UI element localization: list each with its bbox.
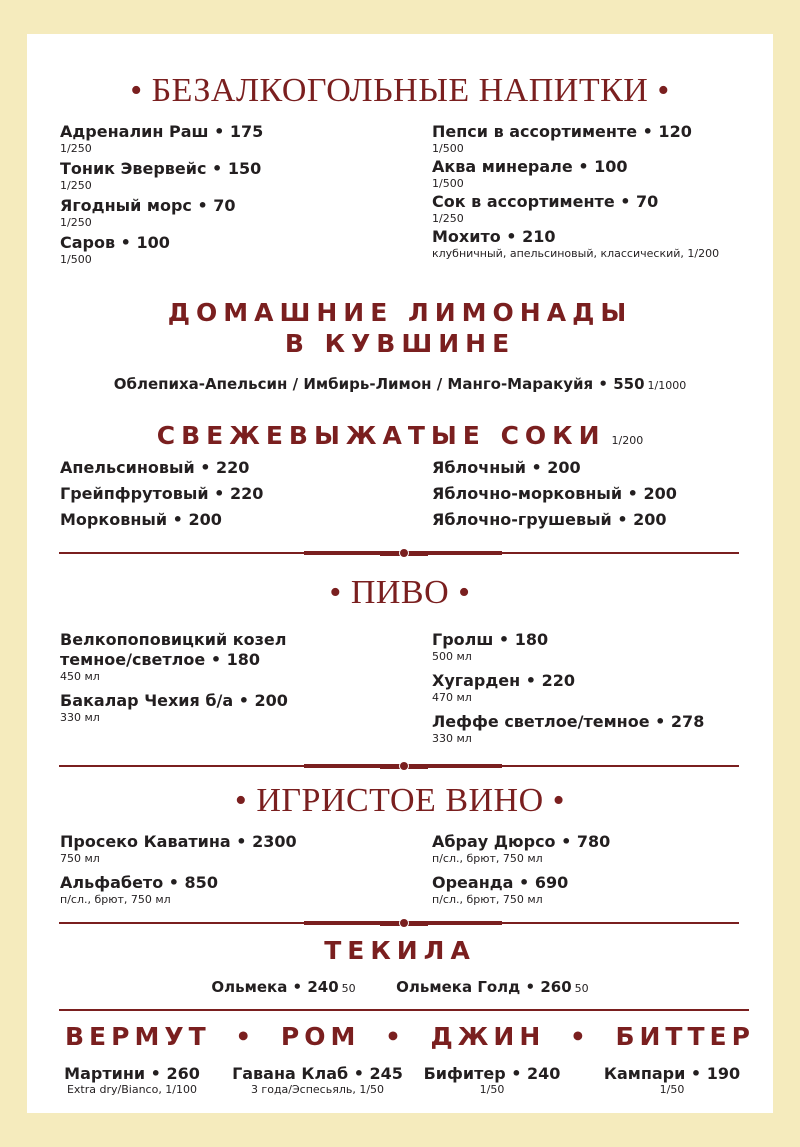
item-name: Яблочно-морковный • 200: [432, 484, 677, 503]
header-bitter: БИТТЕР: [615, 1022, 755, 1051]
item-volume: п/сл., брют, 750 мл: [432, 852, 543, 865]
menu-item: [60, 691, 360, 725]
item-volume: 330 мл: [60, 711, 100, 724]
header-vermouth: ВЕРМУТ: [65, 1022, 211, 1051]
menu-item: [432, 458, 677, 478]
menu-item: [417, 1064, 567, 1097]
juices-left-column: [60, 458, 263, 533]
item-name: Леффе светлое/темное • 278: [432, 712, 705, 731]
item-volume: 50: [574, 982, 589, 995]
menu-item: [60, 510, 263, 530]
menu-item: [432, 873, 610, 907]
item-name: Абрау Дюрсо • 780: [432, 832, 611, 851]
item-volume: 750 мл: [60, 852, 100, 865]
menu-item: [432, 122, 719, 156]
item-name: Морковный • 200: [60, 510, 222, 529]
item-volume: Extra dry/Bianco, 1/100: [66, 1083, 198, 1096]
item-name: Грейпфрутовый • 220: [60, 484, 264, 503]
item-volume: 1/250: [60, 216, 92, 229]
item-name: Пепси в ассортименте • 120: [432, 122, 692, 141]
menu-item: [432, 484, 677, 504]
menu-item: [60, 159, 263, 193]
bullet-separator: •: [235, 1022, 257, 1051]
item-name: Сок в ассортименте • 70: [432, 192, 659, 211]
item-name: Мохито • 210: [432, 227, 556, 246]
menu-item: [432, 157, 719, 191]
section-title-fresh-juices: [27, 420, 773, 451]
menu-item: [432, 712, 704, 746]
menu-item: [60, 122, 263, 156]
beer-right-column: [432, 630, 704, 749]
section-title-tequila: ТЕКИЛА: [324, 936, 476, 965]
ornamental-divider: [59, 921, 739, 924]
item-name: Апельсиновый • 220: [60, 458, 250, 477]
item-name: Просеко Каватина • 2300: [60, 832, 297, 851]
item-volume: 500 мл: [432, 650, 472, 663]
item-volume: 470 мл: [432, 691, 472, 704]
header-gin: ДЖИН: [430, 1022, 546, 1051]
spirits-section: [27, 1022, 773, 1096]
menu-item: [60, 233, 263, 267]
section-title-soft-drinks: • БЕЗАЛКОГОЛЬНЫЕ НАПИТКИ •: [130, 72, 670, 109]
item-name: Ольмека Голд • 260: [396, 978, 572, 996]
menu-item: [60, 458, 263, 478]
menu-item: [60, 484, 263, 504]
section-volume: 1/200: [611, 434, 644, 447]
item-name: Мартини • 260: [64, 1064, 200, 1083]
item-volume: 1/50: [479, 1083, 505, 1096]
item-volume: 3 года/Эспесьяль, 1/50: [250, 1083, 385, 1096]
header-rum: РОМ: [280, 1022, 361, 1051]
menu-item: [57, 1064, 207, 1097]
ornamental-divider: [59, 551, 739, 554]
menu-item: [432, 192, 719, 226]
item-volume: 1/1000: [647, 379, 687, 392]
tequila-items: [27, 978, 773, 996]
item-volume: п/сл., брют, 750 мл: [432, 893, 543, 906]
beer-left-column: [60, 630, 360, 728]
menu-item: [60, 630, 360, 684]
bullet-separator: •: [569, 1022, 591, 1051]
menu-item: [225, 1064, 410, 1097]
item-name: Яблочно-грушевый • 200: [432, 510, 667, 529]
item-name: Облепиха-Апельсин / Имбирь-Лимон / Манго-Маракуйя • 550: [113, 375, 645, 393]
item-volume: 1/250: [60, 142, 92, 155]
item-name: Яблочный • 200: [432, 458, 581, 477]
section-title-beer: • ПИВО •: [329, 574, 471, 611]
sparkling-left-column: [60, 832, 297, 910]
menu-item: [60, 873, 297, 907]
item-volume: 1/50: [659, 1083, 685, 1096]
item-volume: 1/500: [60, 253, 92, 266]
item-name: Бифитер • 240: [423, 1064, 561, 1083]
item-name: Альфабето • 850: [60, 873, 218, 892]
soft-drinks-right-column: [432, 122, 719, 264]
item-name: Гролш • 180: [432, 630, 549, 649]
menu-item: [60, 196, 263, 230]
title-text: СВЕЖЕВЫЖАТЫЕ СОКИ: [156, 421, 606, 450]
item-name: Ольмека • 240: [211, 978, 339, 996]
soft-drinks-left-column: [60, 122, 263, 270]
item-name: Гавана Клаб • 245: [232, 1064, 403, 1083]
spirits-headers: [27, 1022, 773, 1051]
item-name: Бакалар Чехия б/а • 200: [60, 691, 288, 710]
title-line: ДОМАШНИЕ ЛИМОНАДЫ: [167, 298, 633, 327]
section-title-lemonades: [27, 297, 773, 360]
item-name: Хугарден • 220: [432, 671, 575, 690]
title-line: В КУВШИНЕ: [284, 329, 516, 359]
menu-page: [27, 34, 773, 1113]
item-volume: 450 мл: [60, 670, 100, 683]
lemonades-item: [27, 375, 773, 393]
bullet-separator: •: [384, 1022, 406, 1051]
juices-right-column: [432, 458, 677, 533]
section-rule: [59, 1009, 749, 1011]
item-volume: 1/500: [432, 177, 464, 190]
section-title-sparkling-wine: • ИГРИСТОЕ ВИНО •: [234, 782, 566, 819]
menu-item: [432, 227, 719, 261]
ornamental-divider: [59, 764, 739, 767]
item-name: Ягодный морс • 70: [60, 196, 236, 215]
menu-item: [432, 630, 704, 664]
menu-item: [432, 510, 677, 530]
item-volume: 50: [341, 982, 356, 995]
item-name: Саров • 100: [60, 233, 170, 252]
menu-item: [432, 832, 610, 866]
menu-item: [597, 1064, 747, 1097]
item-volume: 1/500: [432, 142, 464, 155]
item-name: Велкопоповицкий козел темное/светлое • 180: [60, 630, 287, 669]
sparkling-right-column: [432, 832, 610, 910]
menu-item: [432, 671, 704, 705]
item-volume: 1/250: [432, 212, 464, 225]
menu-item: [60, 832, 297, 866]
item-volume: 1/250: [60, 179, 92, 192]
item-volume: 330 мл: [432, 732, 472, 745]
item-name: Тоник Эвервейс • 150: [60, 159, 262, 178]
item-name: Ореанда • 690: [432, 873, 569, 892]
item-name: Адреналин Раш • 175: [60, 122, 264, 141]
item-name: Кампари • 190: [603, 1064, 741, 1083]
item-volume: клубничный, апельсиновый, классический, 1/200: [432, 247, 720, 260]
item-name: Аква минерале • 100: [432, 157, 628, 176]
item-volume: п/сл., брют, 750 мл: [60, 893, 171, 906]
